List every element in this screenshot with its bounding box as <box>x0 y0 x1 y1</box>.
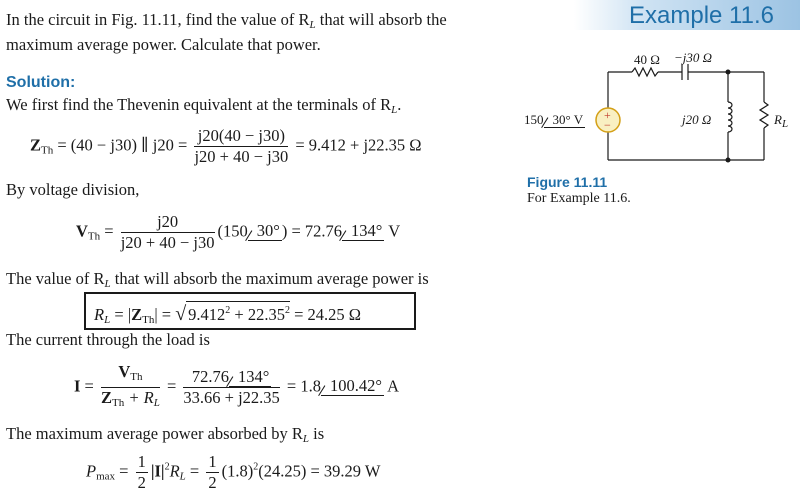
problem-line-1: In the circuit in Fig. 11.11, find the value of $R_L$ that will absorb the <box>6 10 447 31</box>
label-source: 150 30° V <box>524 112 584 127</box>
fraction-half-1: $\frac{1}{2}$ <box>137 452 146 492</box>
source-minus-sign: − <box>604 118 611 132</box>
current-text: The current through the load is <box>6 330 210 349</box>
equation-current: I = $\frac{V_{Th}}{Z_{Th} + R_L}$ = $\frac{72.76 134^\circ}{33.66 + j22.35}$ = 1.8 100.42° A <box>74 362 399 413</box>
solution-heading: Solution: <box>6 74 76 91</box>
source-plus-sign: + <box>604 108 611 122</box>
resistor-40-symbol <box>632 68 658 76</box>
solution-intro: We first find the Thevenin equivalent at the terminals of $R_L$. <box>6 95 402 116</box>
figure-caption-title: Figure 11.11 <box>527 174 608 190</box>
equation-power: $P_{max}$ = $\frac{1}{2}$ $|I|^2R_L$ = $\frac{1}{2}$ $(1.8)^2(24.25) = 39.29$ W <box>86 452 381 492</box>
fraction-half-2: $\frac{1}{2}$ <box>208 452 217 492</box>
label-inductor: j20 Ω <box>682 112 712 127</box>
equation-rl-box: $R_L = |Z_{Th}|$ = √ $9.412^2 + 22.35^2 = 24.25$ Ω <box>84 292 416 330</box>
problem-line-2: maximum average power. Calculate that power. <box>6 35 321 54</box>
figure-caption-text: For Example 11.6. <box>527 191 631 206</box>
label-resistor-40: 40 Ω <box>634 52 660 67</box>
fraction-current-1: $\frac{V_{Th}}{Z_{Th} + R_L}$ <box>100 362 160 409</box>
power-text: The maximum average power absorbed by $R_L$ is <box>6 424 325 445</box>
fraction-vth: $\frac{j20}{j20 + 40 - j30}$ <box>120 212 215 252</box>
equation-zth: $Z_{Th} = (40 - j30)$ ∥ j20 = $\frac{j20(40 - j30)}{j20 + 40 - j30}$ = 9.412 + j22.35 Ω <box>30 126 422 166</box>
example-title: Example 11.6 <box>629 2 774 29</box>
fraction-zth: $\frac{j20(40 - j30)}{j20 + 40 - j30}$ <box>194 126 289 166</box>
value-text: The value of $R_L$ that will absorb the maximum average power is <box>6 269 429 290</box>
inductor-symbol <box>728 102 732 132</box>
label-capacitor: −j30 Ω <box>674 50 713 65</box>
example-banner <box>574 0 800 30</box>
fraction-current-2: $\frac{72.76 134^\circ}{33.66 + j22.35}$ <box>183 367 280 407</box>
equation-vth: $V_{Th}$ = $\frac{j20}{j20 + 40 - j30}$ (150 30° ) = 72.76 134° V <box>76 212 401 252</box>
label-load-resistor: $R_L$ <box>774 112 789 130</box>
load-resistor-symbol <box>760 102 768 128</box>
voltage-division-text: By voltage division, <box>6 180 140 199</box>
